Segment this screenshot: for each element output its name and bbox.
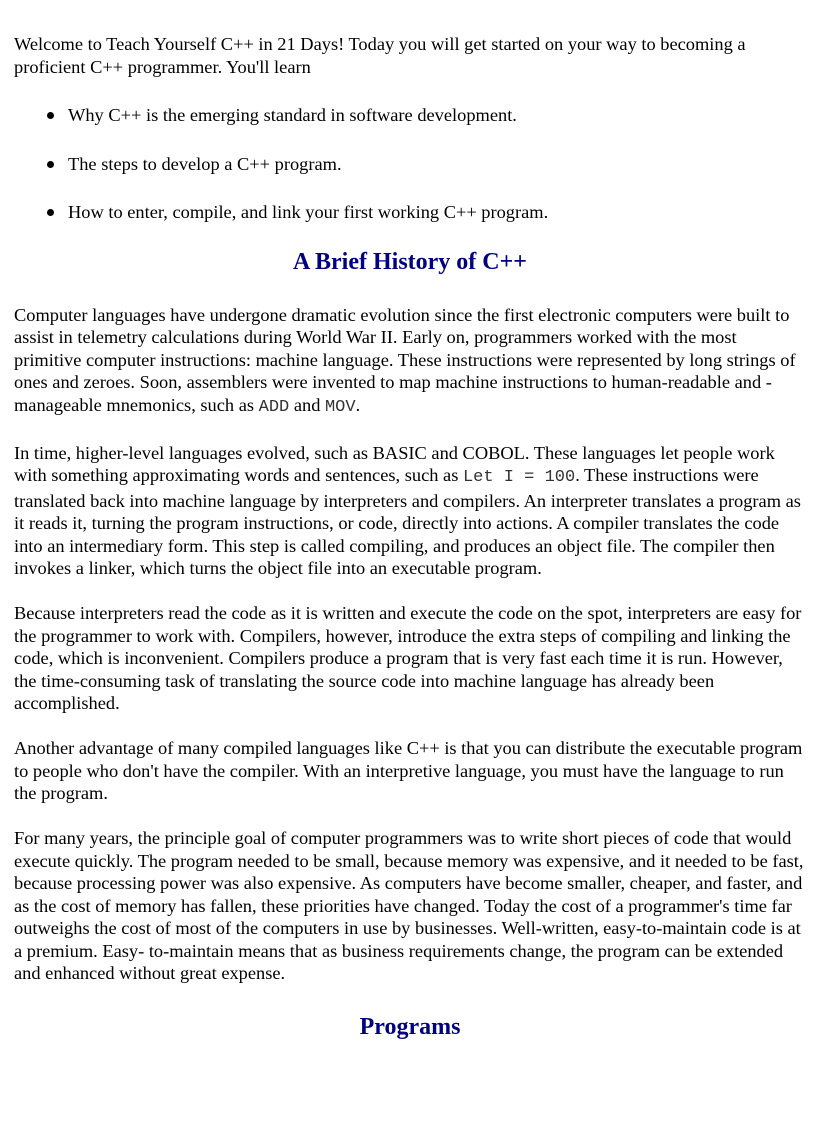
list-item-text: The steps to develop a C++ program. [68, 153, 342, 174]
paragraph-text: . These instructions were translated back into machine language by interpreters and compilers. An interpreter translates a program as it reads it, turning the program instructions, or code, directly into actions. A compiler translates the code into an intermediary form. This step is called compiling, and produces an object file. The compiler then invokes a linker, which turns the object file into an executable program. [14, 465, 801, 578]
learning-goals-list [14, 104, 806, 224]
history-paragraph-1 [14, 304, 806, 420]
section-heading-history: A Brief History of C++ [293, 248, 527, 275]
history-paragraph-5: For many years, the principle goal of computer programmers was to write short pieces of code that would execute quickly. The program needed to be small, because memory was expensive, and it needed to be fast, because processing power was also expensive. As computers have become smaller, cheaper, and faster, and as the cost of memory has fallen, these priorities have changed. Today the cost of a programmer's time far outweighs the cost of most of the computers in use by businesses. Well-written, easy-to-maintain code is at a premium. Easy- to-maintain means that as business requirements change, the program can be extended and enhanced without great expense. [14, 828, 804, 983]
list-item [14, 104, 806, 127]
bullet-dot-icon [47, 161, 54, 168]
bullet-dot-icon [47, 112, 54, 119]
section-heading-programs: Programs [359, 1013, 461, 1040]
intro-paragraph: Welcome to Teach Yourself C++ in 21 Days! Today you will get started on your way to becoming a proficient C++ programmer. You'll learn [14, 34, 746, 77]
code-add: ADD [258, 397, 290, 417]
paragraph-text: . [355, 394, 361, 415]
history-paragraph-3: Because interpreters read the code as it is written and execute the code on the spot, interpreters are easy for the programmer to work with. Compilers, however, introduce the extra steps of compiling and linking the code, which is inconvenient. Compilers produce a program that is very fast each time it is run. However, the time-consuming task of translating the source code into machine language has already been accomplished. [14, 603, 802, 713]
bullet-dot-icon [47, 209, 54, 216]
code-mov: MOV [324, 397, 356, 417]
paragraph-text: Computer languages have undergone dramatic evolution since the first electronic computers were built to assist in telemetry calculations during World War II. Early on, programmers worked with the most primitive computer instructions: machine language. These instructions were represented by long strings of ones and zeroes. Soon, assemblers were invented to map machine instructions to human-readable and -manageable mnemonics, such as [14, 304, 796, 415]
list-item [14, 153, 806, 176]
list-item-text: How to enter, compile, and link your first working C++ program. [68, 202, 549, 222]
paragraph-text: and [289, 394, 325, 415]
list-item [14, 201, 806, 224]
history-paragraph-4: Another advantage of many compiled languages like C++ is that you can distribute the executable program to people who don't have the compiler. With an interpretive language, you must have the language to run the program. [14, 738, 803, 803]
paragraph-text: In time, higher-level languages evolved, such as BASIC and COBOL. These languages let people work with something approximating words and sentences, such as [14, 442, 775, 485]
history-paragraph-2 [14, 442, 806, 580]
code-let-statement: Let I = 100 [462, 468, 576, 487]
list-item-text: Why C++ is the emerging standard in software development. [68, 105, 517, 125]
